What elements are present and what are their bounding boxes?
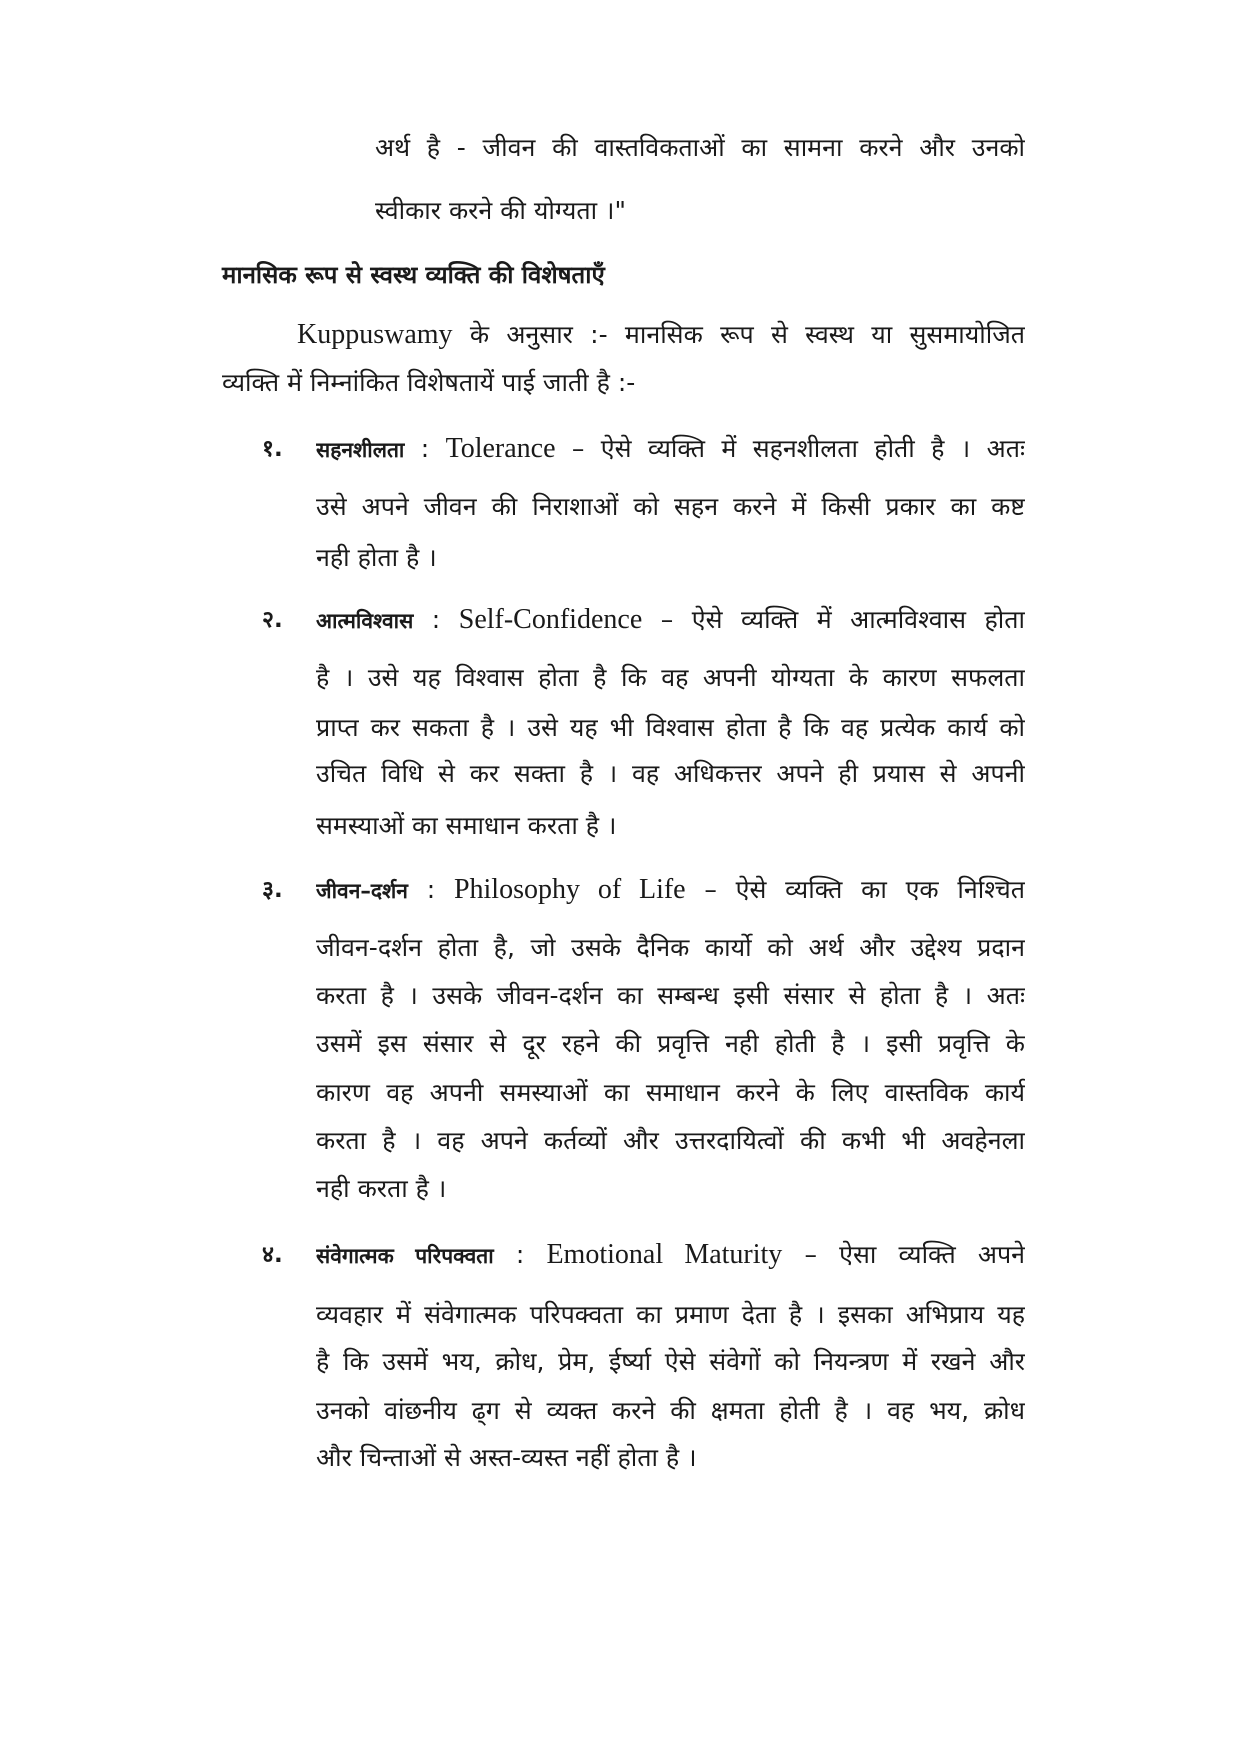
item-number: ४. — [262, 1242, 283, 1268]
item-first-rest: ऐसे व्यक्ति में आत्मविश्वास होता — [691, 605, 1025, 634]
item-text-line: करता है । उसके जीवन-दर्शन का सम्बन्ध इसी संसार से होता है । अतः — [316, 981, 1025, 1010]
item-separator: : — [515, 1240, 525, 1269]
item-term: सहनशीलता — [316, 438, 405, 462]
item-english-term: Emotional Maturity — [546, 1239, 783, 1270]
item-text-line: व्यवहार में संवेगात्मक परिपक्वता का प्रमाण देता है । इसका अभिप्राय यह — [316, 1300, 1025, 1329]
lead-line-1 — [297, 318, 1025, 352]
item-heading-line — [316, 1238, 1025, 1272]
item-dash: – — [571, 434, 585, 463]
item-heading-line — [316, 603, 1025, 637]
item-english-term: Philosophy of Life — [453, 874, 686, 905]
item-term: जीवन–दर्शन — [316, 879, 408, 903]
item-text-line: करता है । वह अपने कर्तव्यों और उत्तरदायित्वों की कभी भी अवहेनला — [316, 1126, 1025, 1155]
item-first-rest: ऐसे व्यक्ति में सहनशीलता होती है । अतः — [600, 434, 1025, 463]
item-dash: – — [660, 605, 674, 634]
item-separator: : — [426, 875, 436, 904]
item-english-term: Self-Confidence — [458, 604, 643, 635]
item-text-line: है कि उसमें भय, क्रोध, प्रेम, ईर्ष्या ऐसे संवेगों को नियन्त्रण में रखने और — [316, 1347, 1025, 1376]
item-text-line: उसमें इस संसार से दूर रहने की प्रवृत्ति नही होती है । इसी प्रवृत्ति के — [316, 1029, 1025, 1058]
item-term: संवेगात्मक परिपक्वता — [316, 1244, 494, 1268]
item-separator: : — [420, 434, 430, 463]
item-text-line: उनको वांछनीय ढ्ग से व्यक्त करने की क्षमता होती है । वह भय, क्रोध — [316, 1396, 1025, 1425]
item-text-line: समस्याओं का समाधान करता है । — [316, 811, 617, 840]
item-text-line: नही करता है । — [316, 1174, 447, 1203]
lead-line-2: व्यक्ति में निम्नांकित विशेषतायें पाई जाती है :- — [222, 368, 636, 397]
section-heading: मानसिक रूप से स्वस्थ व्यक्ति की विशेषताएँ — [222, 261, 605, 289]
item-text-line: है । उसे यह विश्वास होता है कि वह अपनी योग्यता के कारण सफलता — [316, 663, 1025, 692]
item-text-line: प्राप्त कर सकता है । उसे यह भी विश्वास होता है कि वह प्रत्येक कार्य को — [316, 713, 1025, 742]
item-text-line: कारण वह अपनी समस्याओं का समाधान करने के लिए वास्तविक कार्य — [316, 1078, 1025, 1107]
intro-line-2: स्वीकार करने की योग्यता ।" — [375, 196, 626, 225]
item-term: आत्मविश्वास — [316, 609, 414, 633]
item-english-term: Tolerance — [445, 433, 556, 464]
item-number: १. — [262, 436, 283, 462]
item-text-line: उचित विधि से कर सक्ता है । वह अधिकत्तर अपने ही प्रयास से अपनी — [316, 759, 1025, 788]
item-text-line: उसे अपने जीवन की निराशाओं को सहन करने में किसी प्रकार का कष्ट — [316, 492, 1025, 521]
intro-line-1: अर्थ है - जीवन की वास्तविकताओं का सामना करने और उनको — [375, 133, 1025, 162]
item-text-line: नही होता है । — [316, 543, 437, 572]
item-text-line: जीवन-दर्शन होता है, जो उसके दैनिक कार्यो को अर्थ और उद्देश्य प्रदान — [316, 933, 1025, 962]
item-heading-line — [316, 432, 1025, 466]
item-dash: – — [804, 1240, 817, 1269]
item-heading-line — [316, 873, 1025, 907]
item-dash: – — [704, 875, 717, 904]
item-text-line: और चिन्ताओं से अस्त-व्यस्त नहीं होता है । — [316, 1443, 697, 1472]
author-name: Kuppuswamy — [297, 319, 453, 350]
lead-line-1-rest: के अनुसार :- मानसिक रूप से स्वस्थ या सुसमायोजित — [469, 320, 1025, 349]
item-separator: : — [431, 605, 441, 634]
item-first-rest: ऐसा व्यक्ति अपने — [839, 1240, 1025, 1269]
item-first-rest: ऐसे व्यक्ति का एक निश्चित — [735, 875, 1025, 904]
item-number: ३. — [262, 877, 283, 903]
item-number: २. — [262, 607, 283, 633]
